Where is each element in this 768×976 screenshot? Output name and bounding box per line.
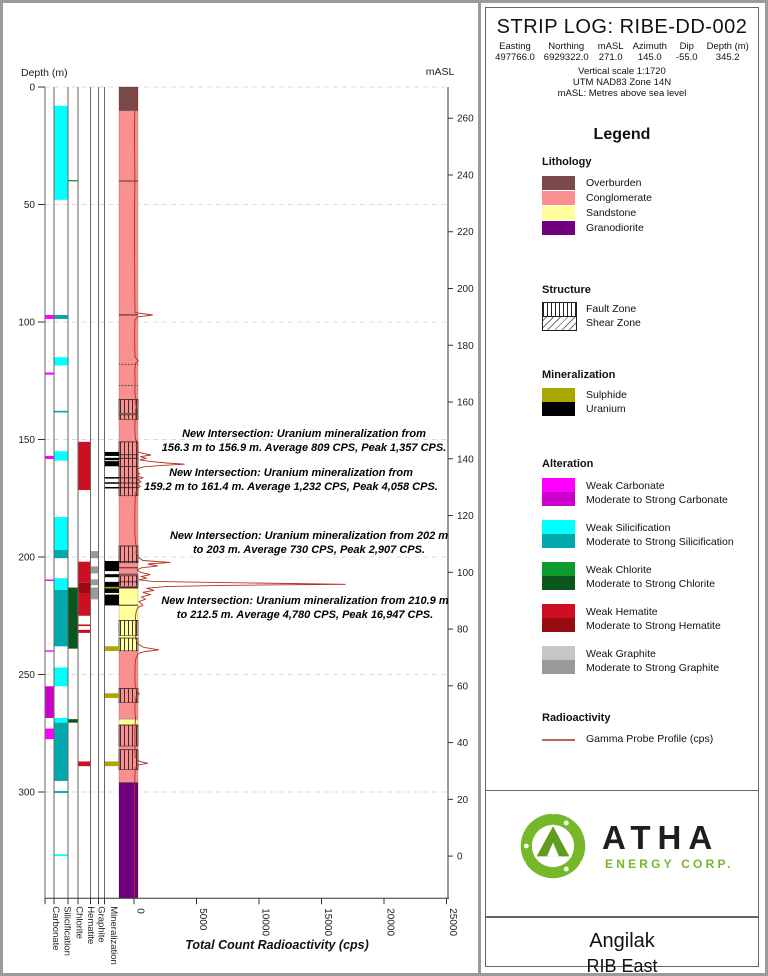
svg-text:Depth (m): Depth (m) [21,67,68,79]
hematite-weak-swatch [542,604,575,618]
scale-note: Vertical scale 1:1720 [578,66,666,77]
svg-text:New Intersection: Uranium mine: New Intersection: Uranium mineralization from [169,467,413,479]
shear-zone-swatch [542,316,577,331]
lithology-swatch-overburden [542,176,575,190]
strip-log-chart [3,3,478,976]
meta-label: Northing [548,41,585,52]
svg-text:156.3 m to 156.9 m. Average 80: 156.3 m to 156.9 m. Average 809 CPS, Peak 1,357 CPS. [161,442,447,454]
svg-text:Total Count Radioactivity (cps: Total Count Radioactivity (cps) [185,938,369,952]
scale-notes [486,66,758,99]
svg-text:New Intersection: Uranium mine: New Intersection: Uranium mineralization from 210.9 m [161,595,449,607]
svg-text:New Intersection: Uranium mine: New Intersection: Uranium mineralization from [182,428,426,440]
carbonate-strong-swatch [542,492,575,506]
chlorite-weak-swatch [542,562,575,576]
svg-text:to 212.5 m. Average 4,780 CPS,: to 212.5 m. Average 4,780 CPS, Peak 16,947 CPS. [176,609,434,621]
meta-label: Depth (m) [706,41,749,52]
svg-text:Carbonate: Carbonate [50,906,61,951]
svg-text:200: 200 [457,283,474,295]
svg-text:0: 0 [457,851,463,863]
svg-text:100: 100 [18,317,35,329]
alteration-labels: Weak Hematite Moderate to Strong Hematite [586,606,721,632]
svg-text:0: 0 [134,908,146,914]
svg-text:100: 100 [457,567,474,579]
meta-value: 497766.0 [495,52,535,63]
svg-text:25000: 25000 [447,908,458,937]
svg-text:80: 80 [457,624,469,636]
svg-text:New Intersection: Uranium mine: New Intersection: Uranium mineralization from 202 m [169,530,449,542]
svg-text:Chlorite: Chlorite [73,906,85,939]
svg-text:mASL: mASL [425,66,455,78]
alteration-labels: Weak Carbonate Moderate to Strong Carbonate [586,480,728,506]
svg-text:40: 40 [457,738,469,750]
svg-text:Mineralization: Mineralization [108,906,119,965]
lithology-label: Conglomerate [586,192,652,204]
meta-label: Dip [679,41,694,52]
alteration-labels: Weak Graphite Moderate to Strong Graphite [586,648,720,674]
radioactivity-heading: Radioactivity [542,712,611,724]
svg-text:120: 120 [457,511,474,523]
svg-text:260: 260 [457,113,474,125]
graphite-strong-swatch [542,660,575,674]
svg-text:5000: 5000 [197,908,208,931]
mineralization-heading: Mineralization [542,369,616,381]
silicification-strong-swatch [542,534,575,548]
lithology-label: Sandstone [586,207,637,219]
svg-text:180: 180 [457,340,474,352]
meta-value: 145.0 [637,52,662,63]
lithology-swatch-sandstone [542,206,575,220]
meta-label: mASL [597,41,624,52]
alteration-labels: Weak Chlorite Moderate to Strong Chlorite [586,564,715,590]
scale-note: UTM NAD83 Zone 14N [572,77,672,88]
lithology-label: Granodiorite [586,222,644,234]
silicification-weak-swatch [542,520,575,534]
project-box [486,916,758,976]
scale-note: mASL: Metres above sea level [557,88,687,99]
svg-text:250: 250 [18,670,35,681]
svg-text:60: 60 [457,681,469,693]
structure-label: Shear Zone [586,317,641,329]
info-panel [485,7,759,976]
brand-subtitle: ENERGY CORP. [605,857,734,871]
svg-text:140: 140 [457,454,474,466]
carbonate-weak-swatch [542,478,575,492]
hematite-strong-swatch [542,618,575,632]
project-name: Angilak [589,930,655,952]
drillhole-meta [486,41,758,63]
legend-heading: Legend [593,126,651,143]
area-name: RIB East [586,956,658,976]
alteration-heading: Alteration [542,458,594,470]
company-logo-box [486,790,758,917]
graphite-weak-swatch [542,646,575,660]
brand-name: ATHA [602,819,720,856]
svg-text:Silicification: Silicification [61,906,73,956]
lithology-swatch-granodiorite [542,221,575,235]
mineralization-label: Sulphide [586,389,627,401]
svg-text:300: 300 [18,787,35,799]
meta-value: 345.2 [715,52,740,63]
svg-text:159.2 m to 161.4 m. Average 1,: 159.2 m to 161.4 m. Average 1,232 CPS, Peak 4,058 CPS. [144,481,438,493]
svg-text:15000: 15000 [322,908,333,937]
alteration-labels: Weak Silicification Moderate to Strong Silicification [586,522,734,548]
lithology-label: Overburden [586,177,642,189]
svg-text:220: 220 [457,227,474,239]
svg-text:240: 240 [457,170,474,182]
meta-value: 271.0 [598,52,623,63]
uranium-swatch [542,402,575,416]
svg-text:20000: 20000 [384,908,396,937]
gamma-line-swatch [542,739,575,741]
meta-value: -55.0 [675,52,698,63]
svg-text:200: 200 [18,552,35,564]
svg-text:to 203 m. Average 730 CPS, Pea: to 203 m. Average 730 CPS, Peak 2,907 CPS. [193,544,425,556]
svg-text:160: 160 [457,397,474,409]
fault-zone-swatch [542,302,577,317]
svg-text:150: 150 [18,435,35,446]
radioactivity-label: Gamma Probe Profile (cps) [586,733,714,745]
lithology-heading: Lithology [542,156,592,168]
structure-heading: Structure [542,284,591,296]
sulphide-swatch [542,388,575,402]
meta-label: Azimuth [632,41,667,52]
meta-value: 6929322.0 [543,52,589,63]
mineralization-label: Uranium [586,403,626,415]
page-title: STRIP LOG: RIBE-DD-002 [496,16,748,38]
svg-text:10000: 10000 [259,908,271,937]
chlorite-strong-swatch [542,576,575,590]
panel-divider [478,3,481,973]
svg-text:50: 50 [23,200,35,211]
structure-label: Fault Zone [586,303,637,315]
svg-text:Graphite: Graphite [95,906,107,943]
atha-logo-icon [510,803,596,889]
svg-text:0: 0 [29,82,35,94]
meta-label: Easting [499,41,531,52]
svg-text:Hematite: Hematite [85,906,96,945]
svg-text:20: 20 [457,794,469,806]
lithology-swatch-conglomerate [542,191,575,205]
